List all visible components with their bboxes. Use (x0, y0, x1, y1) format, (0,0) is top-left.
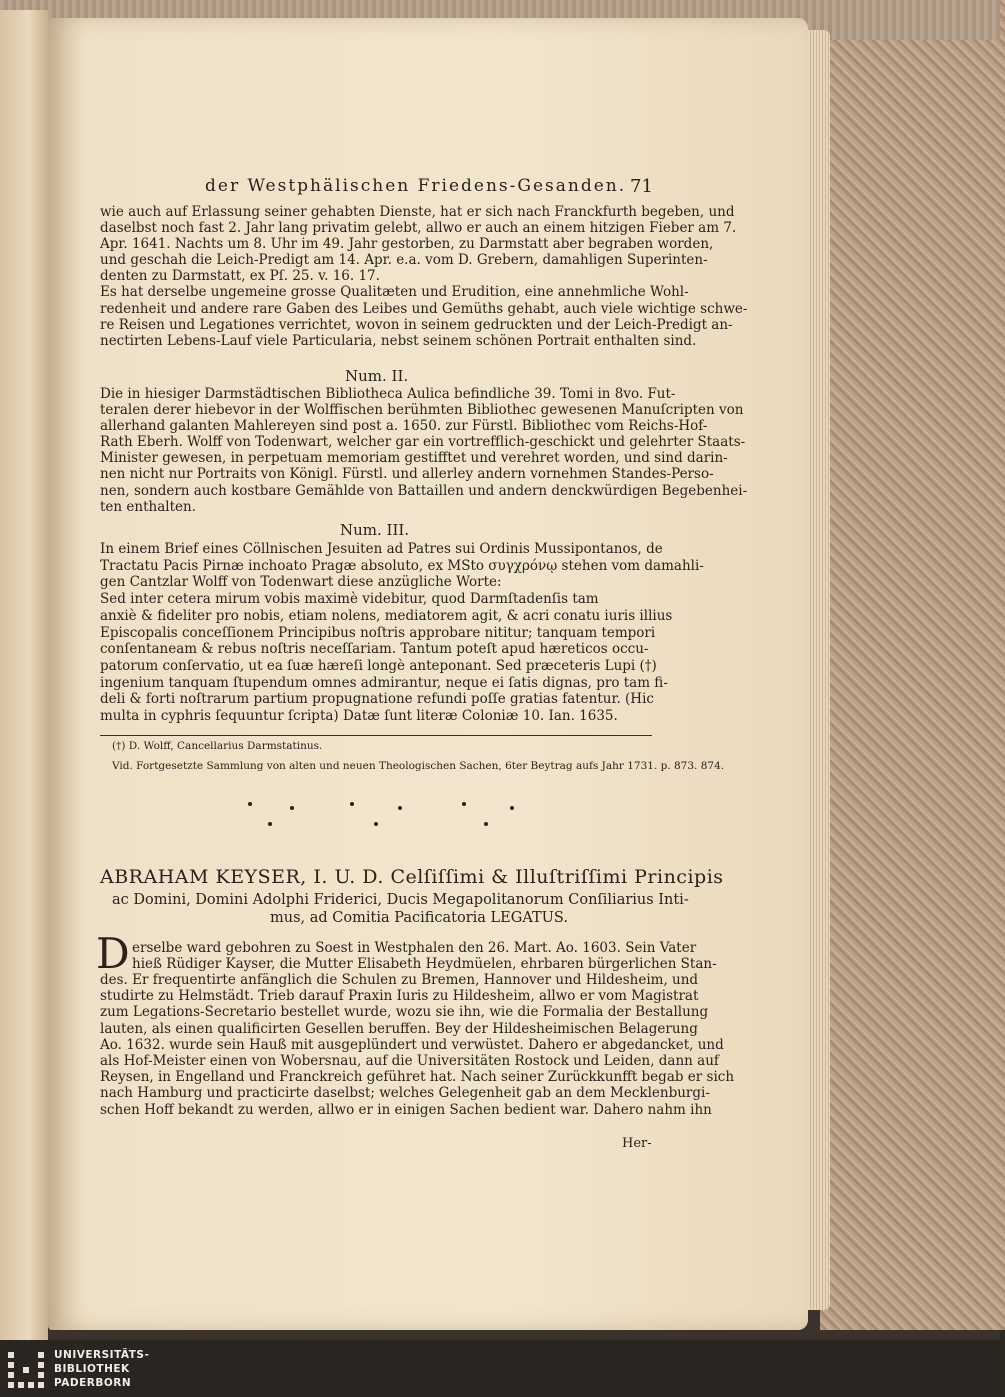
ornament-dot (484, 822, 488, 826)
text-line: des. Er frequentirte anfänglich die Schulen zu Bremen, Hannover und Hildesheim, und (100, 972, 699, 988)
section-subtitle-line: ac Domini, Domini Adolphi Friderici, Ducis Megapolitanorum Conſiliarius Inti- (112, 892, 689, 908)
text-line: nach Hamburg und practicirte daselbst; welches Gelegenheit gab an dem Mecklenburgi- (100, 1085, 710, 1102)
section-body (100, 972, 735, 1118)
num-ii-heading: Num. II. (345, 367, 409, 385)
text-line: ten enthalten. (100, 498, 196, 515)
library-logo-icon (6, 1350, 48, 1392)
text-line: Tractatu Pacis Pirnæ inchoato Pragæ absoluto, ex MSto συγχρόνῳ stehen vom damahli- (100, 557, 704, 574)
text-line: multa in cyphris ſequuntur ſcripta) Datæ ſunt literæ Coloniæ 10. Ian. 1635. (100, 708, 618, 725)
text-line: Reysen, in Engelland und Franckreich geführet hat. Nach seiner Zurückkunfft begab er sich (100, 1069, 735, 1086)
text-line: anxiè & fideliter pro nobis, etiam nolens, mediatorem agit, & acri conatu iuris illius (100, 607, 673, 624)
text-line: studirte zu Helmstädt. Trieb darauf Praxin Iuris zu Hildesheim, allwo er vom Magistrat (100, 988, 699, 1005)
running-title: der Westphälischen Friedens-Gesanden. (205, 176, 627, 196)
text-line: nen, sondern auch kostbare Gemählde von Battaillen und andern denckwürdigen Begebenhei- (100, 482, 748, 499)
ornament-dot (398, 806, 402, 810)
text-line: Rath Eberh. Wolff von Todenwart, welcher gar ein vortrefflich-geschickt und gelehrter Staats- (100, 434, 746, 451)
text-line: nectirten Lebens-Lauf viele Particularia, nebst seinem schönen Portrait enthalten sind. (100, 332, 697, 349)
text-line: Die in hiesiger Darmstädtischen Bibliotheca Aulica befindliche 39. Tomi in 8vo. Fut- (100, 386, 676, 402)
num-iii-heading: Num. III. (340, 521, 410, 539)
page-number: 71 (630, 176, 653, 197)
text-line: redenheit und andere rare Gaben des Leibes und Gemüths gehabt, auch viele wichtige schwe- (100, 300, 748, 317)
footnote-source: Vid. Fortgesetzte Sammlung von alten und neuen Theologischen Sachen, 6ter Beytrag aufs Jahr 1731. p. 873. 874. (112, 760, 725, 772)
text-line: Es hat derselbe ungemeine grosse Qualitæten und Erudition, eine annehmliche Wohl- (100, 284, 689, 301)
text-line: patorum conſervatio, ut ea ſuæ hæreſi longè anteponant. Sed præceteris Lupi (†) (100, 657, 657, 674)
text-line: conſentaneam & rebus noſtris neceſſariam. Tantum poteſt apud hæreticos occu- (100, 641, 649, 658)
catchword: Her- (622, 1136, 652, 1151)
text-line: und geschah die Leich-Predigt am 14. Apr. e.a. vom D. Grebern, damahligen Superinten- (100, 252, 708, 269)
text-line: Episcopalis conceſſionem Principibus noſtris approbare nititur; tanquam tempori (100, 624, 656, 641)
text-line: nen nicht nur Portraits von Königl. Fürstl. und allerley andern vornehmen Standes-Perso- (100, 466, 714, 483)
ornament-dot (290, 806, 294, 810)
library-name-line: UNIVERSITÄTS- (54, 1349, 150, 1361)
text-line: zum Legations-Secretario bestellet wurde, wozu sie ihn, wie die Formalia der Bestallung (100, 1004, 709, 1021)
ornament-dot (350, 802, 354, 806)
text-line: schen Hoff bekandt zu werden, allwo er in einigen Sachen bedient war. Dahero nahm ihn (100, 1101, 712, 1118)
text-line: teralen derer hiebevor in der Wolffischen berühmten Bibliothec gewesenen Manuſcripten von (100, 402, 744, 419)
text-line: denten zu Darmstatt, ex Pſ. 25. v. 16. 17. (100, 268, 380, 285)
library-name-line: BIBLIOTHEK (54, 1363, 130, 1375)
ornament-dot (248, 802, 252, 806)
marbled-cover-board (820, 0, 1005, 1330)
text-line: hieß Rüdiger Kayser, die Mutter Elisabeth Heydmüelen, ehrbaren bürgerlichen Stan- (132, 956, 717, 973)
facing-page-edge (0, 10, 48, 1340)
ornament-dot (510, 806, 514, 810)
text-line: wie auch auf Erlassung seiner gehabten Dienste, hat er sich nach Franckfurth begeben, und (100, 204, 735, 220)
top-paragraph (100, 204, 748, 349)
text-line: deli & forti noſtrarum partium propugnatione refundi poſſe gratias fatentur. (Hic (100, 691, 654, 708)
ornament-dot (374, 822, 378, 826)
text-line: re Reisen und Legationes verrichtet, wovon in seinem gedruckten und der Leich-Predigt an- (100, 316, 733, 333)
section-subtitle-line: mus, ad Comitia Pacificatoria LEGATUS. (270, 910, 568, 926)
text-line: erselbe ward gebohren zu Soest in Westphalen den 26. Mart. Ao. 1603. Sein Vater (132, 940, 697, 956)
text-line: daselbst noch fast 2. Jahr lang privatim gelebt, allwo er auch an einem hitzigen Fieber am 7. (100, 220, 737, 237)
num-ii-paragraph (100, 386, 748, 515)
ornament-dot (462, 802, 466, 806)
text-line: In einem Brief eines Cöllnischen Jesuiten ad Patres sui Ordinis Mussipontanos, de (100, 541, 663, 557)
text-line: Ao. 1632. wurde sein Hauß mit ausgeplündert und verwüstet. Dahero er abgedancket, und (100, 1036, 724, 1053)
section-title: ABRAHAM KEYSER, I. U. D. Celſiſſimi & Illuſtriſſimi Principis (100, 866, 724, 888)
drop-capital: D (96, 929, 130, 978)
ornament-dot (268, 822, 272, 826)
text-line: lauten, als einen qualificirten Gesellen beruffen. Bey der Hildesheimischen Belagerung (100, 1020, 698, 1037)
text-line: als Hof-Meister einen von Wobersnau, auf die Universitäten Rostock und Leiden, dann auf (100, 1053, 719, 1070)
text-line: gen Cantzlar Wolff von Todenwart diese anzügliche Worte: (100, 574, 502, 591)
library-name-line: PADERBORN (54, 1377, 132, 1389)
library-footer-bar (0, 1340, 1000, 1397)
text-line: ingenium tanquam ſtupendum omnes admirantur, neque ei ſatis dignas, pro tam fi- (100, 674, 668, 691)
text-line: Minister gewesen, in perpetuam memoriam gestifftet und verehret worden, und sind darin- (100, 450, 728, 467)
text-line: Sed inter cetera mirum vobis maximè videbitur, quod Darmſtadenſis tam (100, 591, 599, 608)
num-iii-paragraph (100, 541, 704, 725)
footnote-dagger: (†) D. Wolff, Cancellarius Darmstatinus. (112, 740, 323, 752)
text-line: allerhand galanten Mahlereyen sind post a. 1650. zur Fürstl. Bibliothec vom Reichs-Hof- (100, 418, 708, 435)
text-line: Apr. 1641. Nachts um 8. Uhr im 49. Jahr gestorben, zu Darmstatt aber begraben worden, (100, 236, 714, 253)
footnote-rule (100, 735, 652, 736)
section-first-lines (132, 940, 717, 973)
